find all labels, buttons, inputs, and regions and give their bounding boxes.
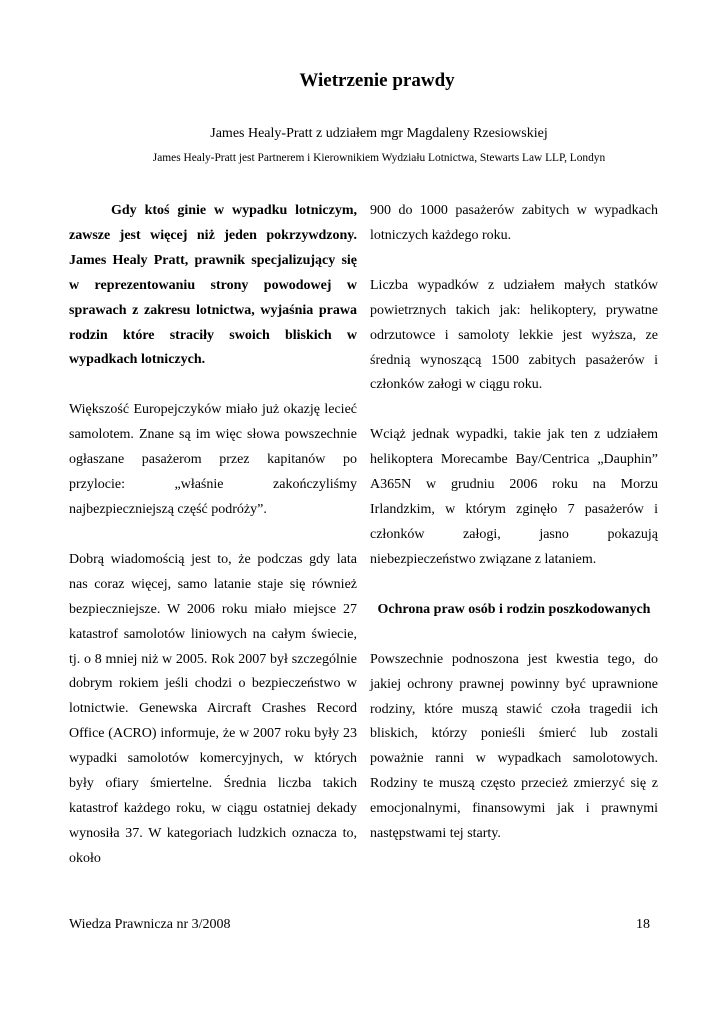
journal-footer: Wiedza Prawnicza nr 3/2008 bbox=[69, 917, 231, 932]
lead-paragraph: Gdy ktoś ginie w wypadku lotniczym, zawsze jest więcej niż jeden pokrzywdzony. James Healy Pratt, prawnik specjalizujący się w reprezentowaniu strony powodowej w sprawach z zakresu lotnictwa, wyjaśnia prawa rodzin które straciły swoich bliskich w wypadkach lotniczych. bbox=[69, 203, 357, 368]
body-paragraph: Większość Europejczyków miało już okazję lecieć samolotem. Znane są im więc słowa powszechnie ogłaszane pasażerom przez kapitanów po przylocie: „właśnie zakończyliśmy najbezpieczniejszą część podróży”. bbox=[69, 402, 357, 517]
body-paragraph: Wciąż jednak wypadki, takie jak ten z udziałem helikoptera Morecambe Bay/Centrica „Dauphin” A365N w grudniu 2006 roku na Morzu Irlandzkim, w którym zginęło 7 pasażerów i członków załogi, jasno pokazują niebezpieczeństwo związane z lataniem. bbox=[370, 427, 658, 567]
left-column bbox=[69, 199, 357, 872]
section-heading: Ochrona praw osób i rodzin poszkodowanych bbox=[377, 601, 651, 617]
article-title: Wietrzenie prawdy bbox=[299, 70, 455, 91]
author-affiliation: James Healy-Pratt jest Partnerem i Kierownikiem Wydziału Lotnictwa, Stewarts Law LLP, Londyn bbox=[152, 152, 606, 164]
body-paragraph: 900 do 1000 pasażerów zabitych w wypadkach lotniczych każdego roku. bbox=[370, 203, 658, 243]
body-paragraph: Dobrą wiadomością jest to, że podczas gdy lata nas coraz więcej, samo latanie staje się również bezpieczniejsze. W 2006 roku miało miejsce 27 katastrof samolotów liniowych na całym świecie, tj. o 8 mniej niż w 2005. Rok 2007 był szczególnie dobrym rokiem jeśli chodzi o bezpieczeństwo w lotnictwie. Genewska Aircraft Crashes Record Office (ACRO) informuje, że w 2007 roku były 23 wypadki samolotów komercyjnych, w których były ofiary śmiertelne. Średnia liczba takich katastrof każdego roku, w ciągu ostatniej dekady wynosiła 37. W kategoriach ludzkich oznacza to, około bbox=[69, 551, 357, 866]
article-authors: James Healy-Pratt z udziałem mgr Magdaleny Rzesiowskiej bbox=[210, 126, 548, 141]
body-paragraph: Liczba wypadków z udziałem małych statków powietrznych takich jak: helikoptery, prywatne odrzutowce i samoloty lekkie jest wyższa, ze średnią wynoszącą 1500 zabitych pasażerów i członków załogi w ciągu roku. bbox=[370, 277, 658, 393]
page-number: 18 bbox=[636, 917, 650, 932]
right-column bbox=[370, 199, 658, 847]
body-paragraph: Powszechnie podnoszona jest kwestia tego, do jakiej ochrony prawnej powinny być uprawnione rodziny, które muszą stawić czoła tragedii ich bliskich, którzy ponieśli śmierć lub zostali poważnie ranni w wypadkach samolotowych. Rodziny te muszą często przecież zmierzyć się z emocjonalnymi, finansowymi jak i prawnymi następstwami tej starty. bbox=[370, 651, 658, 842]
